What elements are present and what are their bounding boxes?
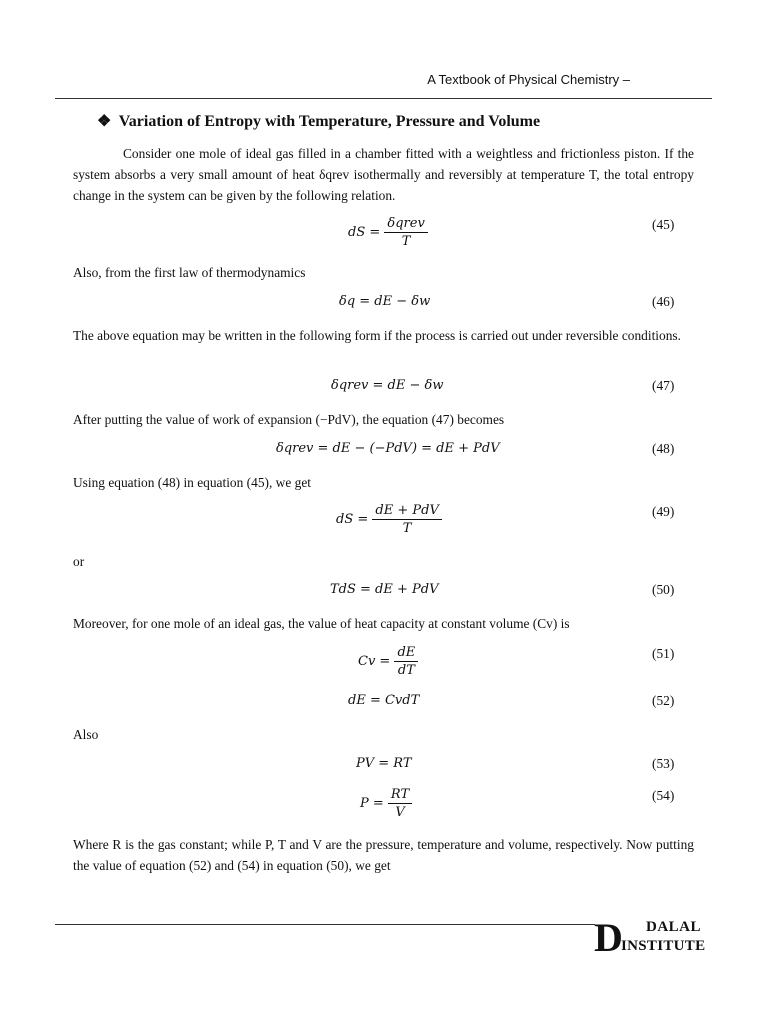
diamond-bullet-icon: ❖ [97, 113, 112, 130]
eq47-label: (47) [652, 378, 675, 393]
eq45-label: (45) [652, 217, 675, 232]
eq50-math: TdS = dE + PdV [330, 582, 439, 597]
paragraph-intro-text: Consider one mole of ideal gas filled in a chamber fitted with a weightless and frictionless piston. If the system absorbs a very small amount of heat δqrev isothermally and reversibly at temperature T, the total entropy change in the system can be given by the following relation. [73, 146, 694, 203]
eq54-lhs: P = [360, 796, 384, 811]
section-heading [97, 111, 540, 131]
eq52-label: (52) [652, 693, 675, 708]
paragraph-intro [73, 143, 694, 206]
logo-d-letter: D [594, 915, 623, 960]
eq54-denominator: V [395, 805, 405, 820]
logo-line-institute: INSTITUTE [621, 938, 706, 954]
equation-52 [0, 693, 768, 723]
eq51-label: (51) [652, 646, 675, 661]
section-title-text: Variation of Entropy with Temperature, Pressure and Volume [118, 113, 541, 130]
eq49-label: (49) [652, 504, 675, 519]
eq46-math: δq = dE − δw [339, 294, 431, 309]
eq45-numerator: δqrev [384, 216, 427, 233]
eq49-denominator: T [402, 521, 412, 536]
paragraph-first-law: Also, from the first law of thermodynamics [73, 265, 306, 280]
eq53-label: (53) [652, 756, 675, 771]
logo-line-dalal: DALAL [646, 919, 702, 935]
footer-rule [55, 924, 595, 925]
paragraph-reversible: The above equation may be written in the following form if the process is carried out under reversible conditions. [73, 328, 681, 343]
equation-50 [0, 582, 768, 612]
header-rule [55, 98, 712, 99]
dalal-institute-logo [594, 916, 724, 958]
paragraph-gas-constant: Where R is the gas constant; while P, T and V are the pressure, temperature and volume, respectively. Now putting the value of equation (52) and (54) in equation (50), we get [73, 837, 694, 873]
paragraph-also: Also [73, 727, 99, 742]
running-header: A Textbook of Physical Chemistry – [427, 72, 630, 87]
equation-53 [0, 756, 768, 786]
equation-51 [0, 645, 768, 678]
eq46-label: (46) [652, 294, 675, 309]
eq51-lhs: Cv = [358, 654, 391, 669]
eq49-lhs: dS = [336, 512, 369, 527]
eq54-numerator: RT [388, 787, 412, 804]
eq51-denominator: dT [397, 663, 415, 678]
equation-46 [0, 294, 768, 324]
paragraph-or: or [73, 554, 85, 569]
eq54-label: (54) [652, 788, 675, 803]
eq51-numerator: dE [394, 645, 418, 662]
paragraph-heat-capacity: Moreover, for one mole of an ideal gas, the value of heat capacity at constant volume (Cv) is [73, 616, 570, 631]
eq49-numerator: dE + PdV [372, 503, 441, 520]
eq53-math: PV = RT [356, 756, 412, 771]
equation-45 [0, 216, 768, 249]
eq50-label: (50) [652, 582, 675, 597]
paragraph-using-eq48: Using equation (48) in equation (45), we get [73, 475, 311, 490]
eq45-lhs: dS = [348, 225, 381, 240]
eq48-math: δqrev = dE − (−PdV) = dE + PdV [276, 441, 500, 456]
equation-54 [0, 787, 768, 820]
eq52-math: dE = CvdT [348, 693, 420, 708]
eq45-denominator: T [401, 234, 411, 249]
equation-49 [0, 503, 768, 536]
equation-48 [0, 441, 768, 471]
eq47-math: δqrev = dE − δw [331, 378, 444, 393]
eq48-label: (48) [652, 441, 675, 456]
equation-47 [0, 378, 768, 408]
paragraph-work-expansion: After putting the value of work of expansion (−PdV), the equation (47) becomes [73, 412, 505, 427]
